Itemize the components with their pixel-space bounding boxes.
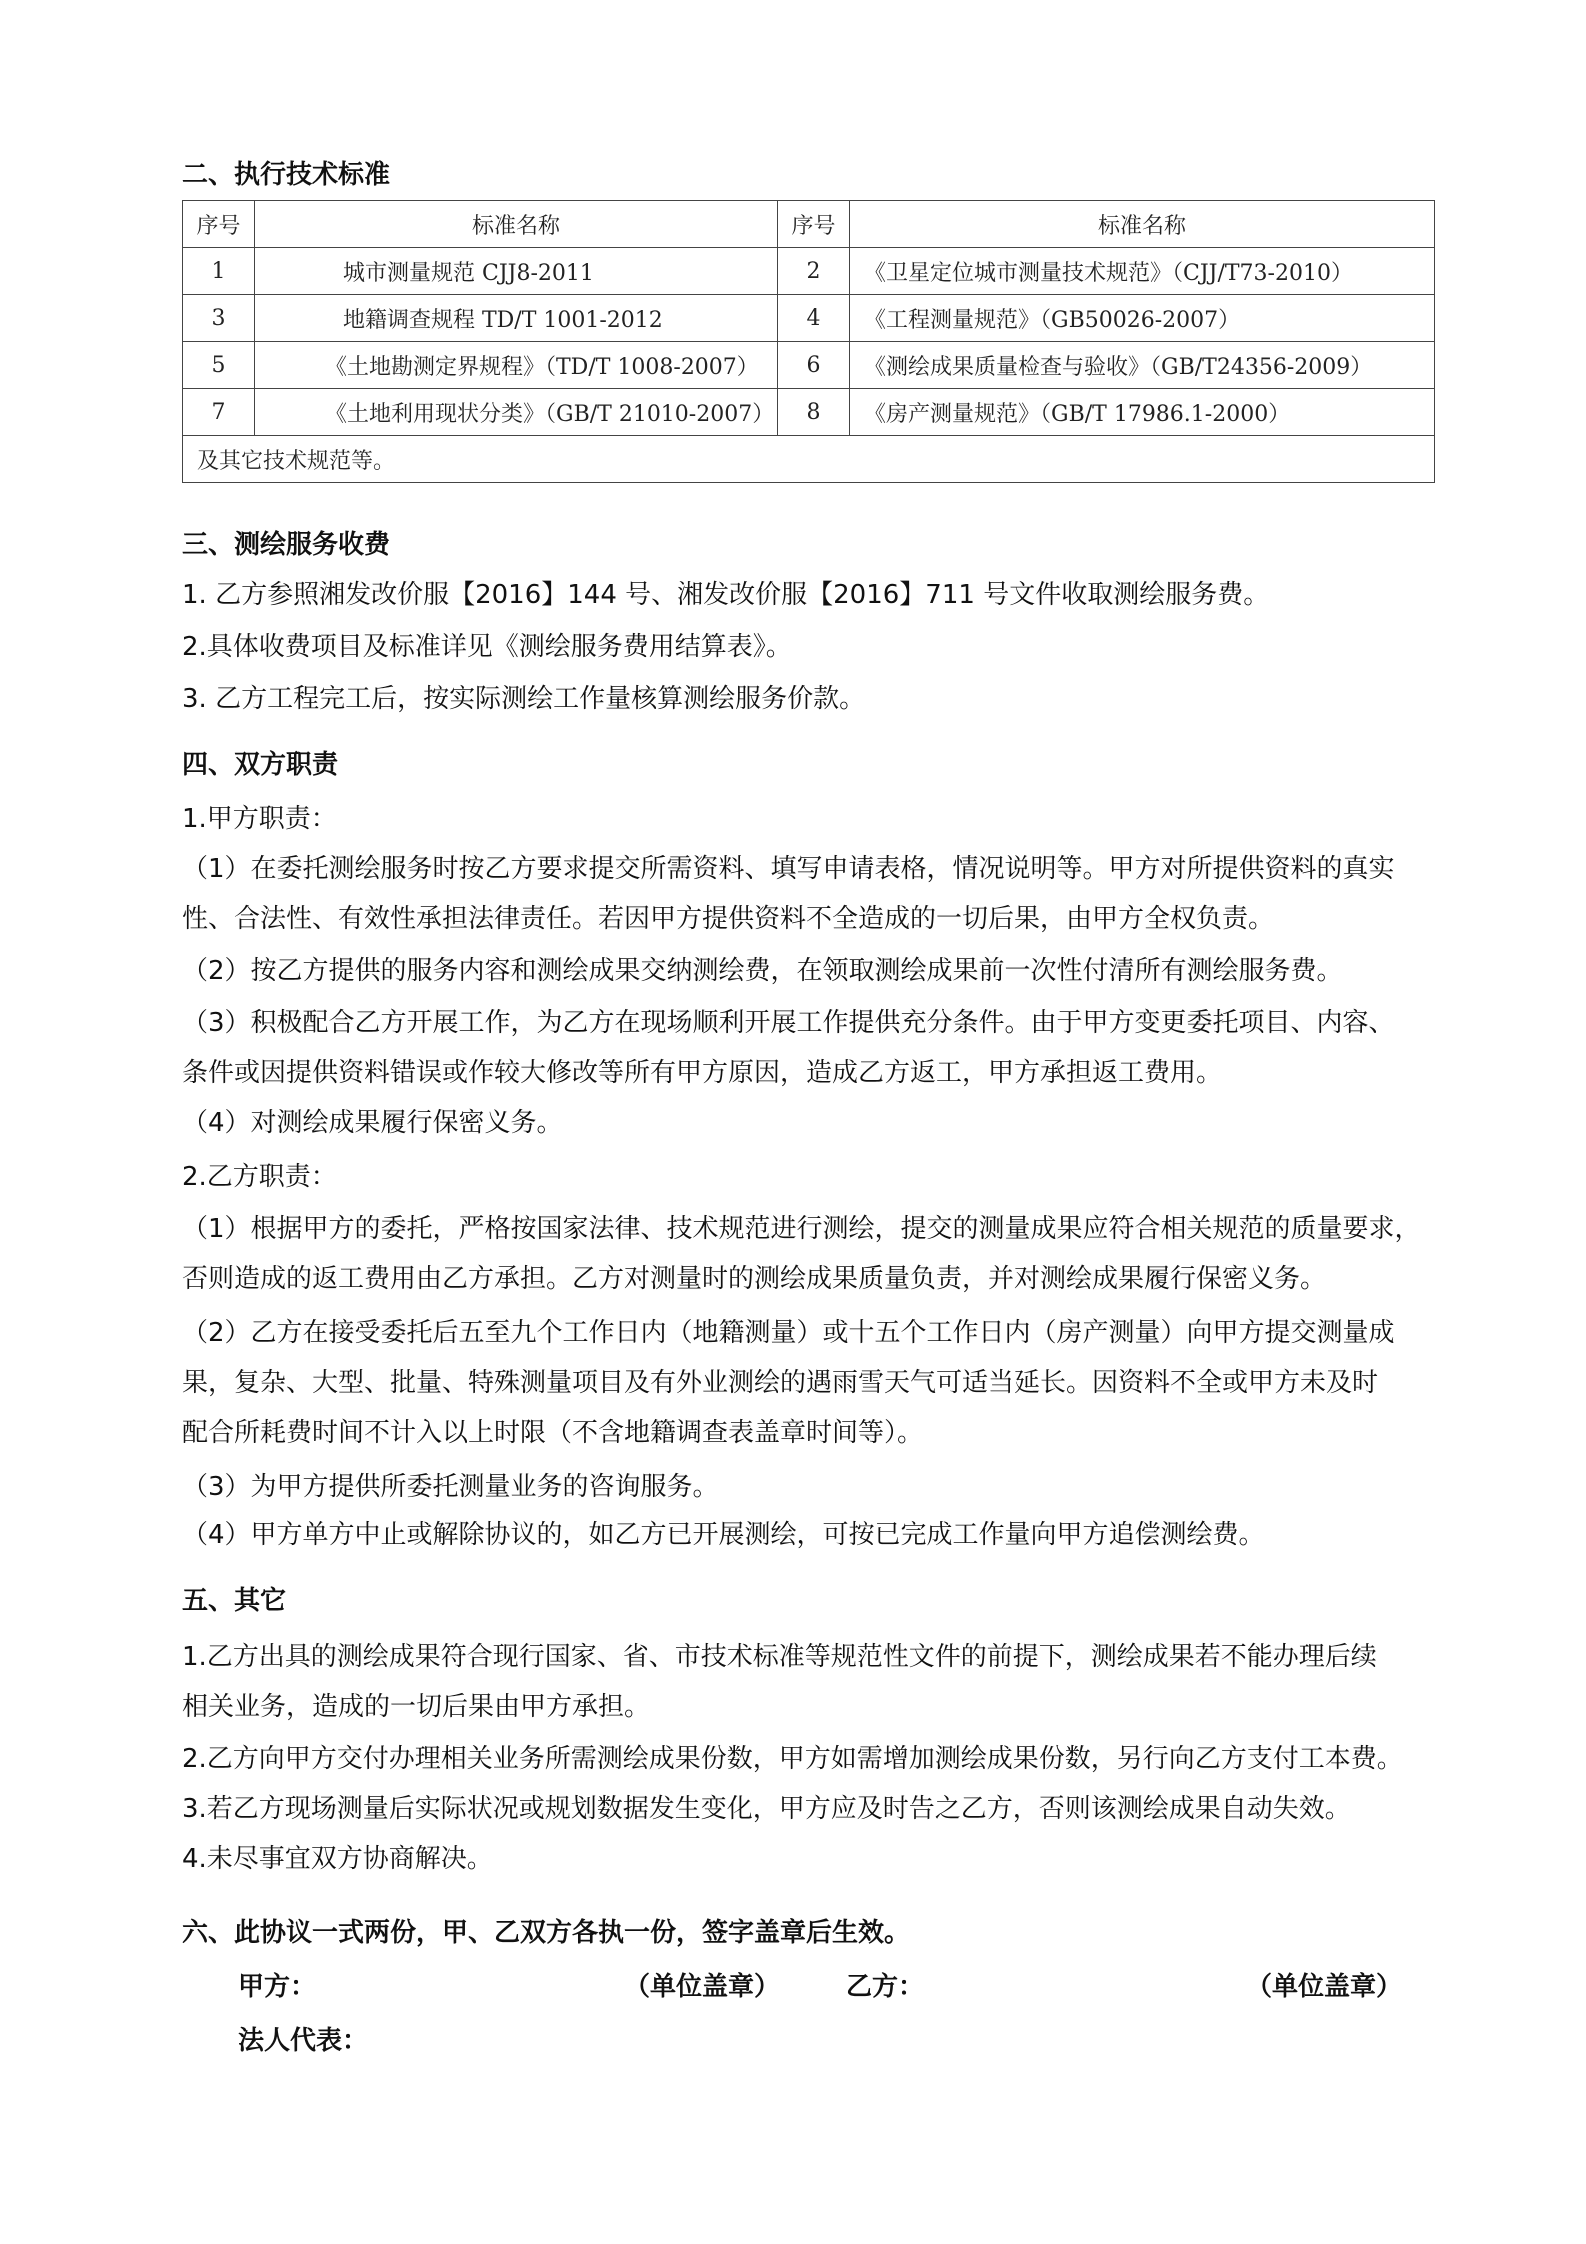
party-b-duties-title: 2.乙方职责： [182,1162,337,1192]
other-item-line: 4.未尽事宜双方协商解决。 [182,1844,493,1874]
section-6-heading: 六、此协议一式两份，甲、乙双方各执一份，签字盖章后生效。 [182,1918,911,1948]
party-b-duty-line: 果，复杂、大型、批量、特殊测量项目及有外业测绘的遇雨雪天气可适当延长。因资料不全或甲方未及时 [182,1368,1379,1398]
party-a-duty-line: （1）在委托测绘服务时按乙方要求提交所需资料、填写申请表格，情况说明等。甲方对所提供资料的真实 [182,854,1395,884]
party-a-duty-line: （3）积极配合乙方开展工作，为乙方在现场顺利开展工作提供充分条件。由于甲方变更委托项目、内容、 [182,1008,1395,1038]
col-header-index-2: 序号 [778,201,850,248]
party-b-signature-label: 乙方： [846,1972,925,2002]
party-b-duty-line: 配合所耗费时间不计入以上时限（不含地籍调查表盖章时间等）。 [182,1418,924,1448]
row-index: 7 [183,389,255,436]
party-a-duty-line: 条件或因提供资料错误或作较大修改等所有甲方原因，造成乙方返工，甲方承担返工费用。 [182,1058,1223,1088]
table-header-row [183,201,1435,248]
table-row [183,342,1435,389]
standard-name: 《测绘成果质量检查与验收》（GB/T24356-2009） [850,342,1435,389]
party-b-duty-line: 否则造成的返工费用由乙方承担。乙方对测量时的测绘成果质量负责，并对测绘成果履行保密义务。 [182,1264,1327,1294]
fee-item-2: 2.具体收费项目及标准详见《测绘服务费用结算表》。 [182,632,792,662]
table-note: 及其它技术规范等。 [183,436,1435,483]
section-2-heading: 二、执行技术标准 [182,160,391,190]
party-b-duty-line: （1）根据甲方的委托，严格按国家法律、技术规范进行测绘，提交的测量成果应符合相关规范的质量要求， [182,1214,1421,1244]
standard-name: 《卫星定位城市测量技术规范》（CJJ/T73-2010） [850,248,1435,295]
party-a-duties-title: 1.甲方职责： [182,804,337,834]
row-index: 1 [183,248,255,295]
col-header-name-2: 标准名称 [850,201,1435,248]
row-index: 2 [778,248,850,295]
standard-name: 《房产测量规范》（GB/T 17986.1-2000） [850,389,1435,436]
other-item-line: 相关业务，造成的一切后果由甲方承担。 [182,1692,651,1722]
other-item-line: 1.乙方出具的测绘成果符合现行国家、省、市技术标准等规范性文件的前提下，测绘成果若不能办理后续 [182,1642,1377,1672]
table-row [183,389,1435,436]
legal-representative-label: 法人代表： [238,2026,369,2056]
fee-item-1: 1. 乙方参照湘发改价服【2016】144 号、湘发改价服【2016】711 号文件收取测绘服务费。 [182,580,1270,610]
row-index: 8 [778,389,850,436]
row-index: 5 [183,342,255,389]
standard-name: 《工程测量规范》（GB50026-2007） [850,295,1435,342]
standard-name: 地籍调查规程 TD/T 1001-2012 [255,295,778,342]
row-index: 4 [778,295,850,342]
table-row [183,248,1435,295]
party-a-signature-label: 甲方： [238,1972,317,2002]
party-a-duty-line: 性、合法性、有效性承担法律责任。若因甲方提供资料不全造成的一切后果，由甲方全权负责。 [182,904,1275,934]
party-b-duty-line: （2）乙方在接受委托后五至九个工作日内（地籍测量）或十五个工作日内（房产测量）向甲方提交测量成 [182,1318,1395,1348]
party-b-duty-line: （3）为甲方提供所委托测量业务的咨询服务。 [182,1472,719,1502]
table-note-row [183,436,1435,483]
section-4-heading: 四、双方职责 [182,750,339,780]
party-a-duty-line: （4）对测绘成果履行保密义务。 [182,1108,563,1138]
section-5-heading: 五、其它 [182,1586,287,1616]
standards-table [182,200,1435,483]
other-item-line: 3.若乙方现场测量后实际状况或规划数据发生变化，甲方应及时告之乙方，否则该测绘成果自动失效。 [182,1794,1351,1824]
row-index: 6 [778,342,850,389]
fee-item-3: 3. 乙方工程完工后，按实际测绘工作量核算测绘服务价款。 [182,684,866,714]
party-a-duty-line: （2）按乙方提供的服务内容和测绘成果交纳测绘费，在领取测绘成果前一次性付清所有测绘服务费。 [182,956,1343,986]
standard-name: 《土地勘测定界规程》（TD/T 1008-2007） [255,342,778,389]
other-item-line: 2.乙方向甲方交付办理相关业务所需测绘成果份数，甲方如需增加测绘成果份数，另行向乙方支付工本费。 [182,1744,1403,1774]
standard-name: 《土地利用现状分类》（GB/T 21010-2007） [255,389,778,436]
table-row [183,295,1435,342]
section-3-heading: 三、测绘服务收费 [182,530,391,560]
standard-name: 城市测量规范 CJJ8-2011 [255,248,778,295]
party-b-seal-label: （单位盖章） [1246,1972,1403,2002]
party-a-seal-label: （单位盖章） [624,1972,781,2002]
party-b-duty-line: （4）甲方单方中止或解除协议的，如乙方已开展测绘，可按已完成工作量向甲方追偿测绘费。 [182,1520,1265,1550]
col-header-index-1: 序号 [183,201,255,248]
col-header-name-1: 标准名称 [255,201,778,248]
row-index: 3 [183,295,255,342]
